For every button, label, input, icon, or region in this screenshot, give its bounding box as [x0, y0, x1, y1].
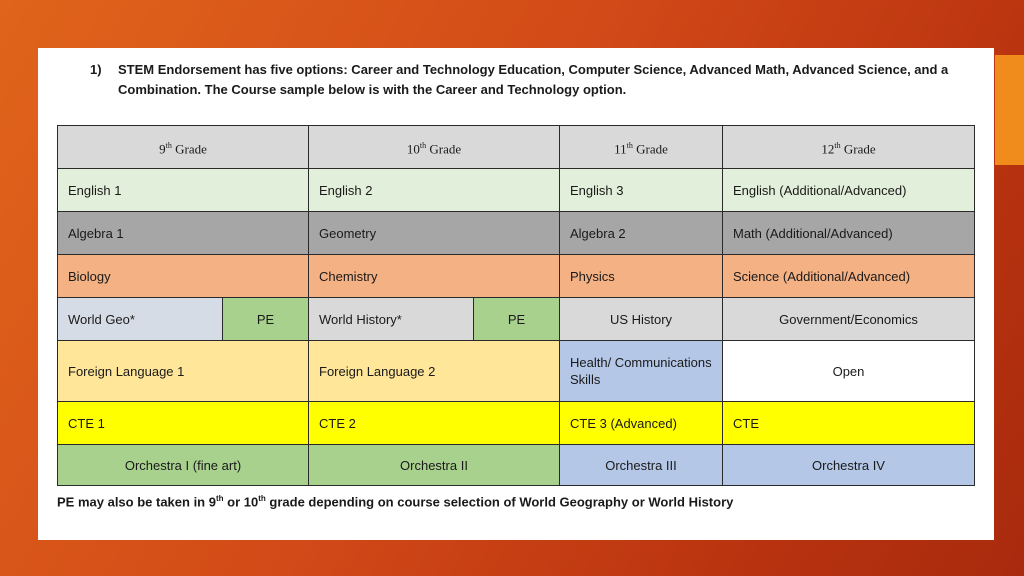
table-cell: CTE 3 (Advanced) — [560, 402, 723, 445]
social-studies-row — [58, 298, 975, 341]
intro-text: STEM Endorsement has five options: Career and Technology Education, Computer Science, Advanced Math, Advanced Science, and a Combination. The Course sample below is with the Career and Technology option. — [118, 62, 949, 97]
table-cell: Algebra 2 — [560, 212, 723, 255]
table-cell: World Geo* — [58, 298, 223, 341]
table-cell: English 1 — [58, 169, 309, 212]
table-cell: Biology — [58, 255, 309, 298]
slide-accent-bar — [995, 55, 1024, 165]
table-cell: English (Additional/Advanced) — [723, 169, 975, 212]
table-cell: Geometry — [309, 212, 560, 255]
cte-row — [58, 402, 975, 445]
table-cell: PE — [223, 298, 309, 341]
table-cell: US History — [560, 298, 723, 341]
table-cell: Health/ Communications Skills — [560, 341, 723, 402]
math-row — [58, 212, 975, 255]
table-cell: CTE 2 — [309, 402, 560, 445]
table-cell: Chemistry — [309, 255, 560, 298]
table-cell: Physics — [560, 255, 723, 298]
table-cell: CTE 1 — [58, 402, 309, 445]
table-cell: Foreign Language 2 — [309, 341, 560, 402]
intro-number: 1) — [90, 62, 102, 77]
table-cell: Foreign Language 1 — [58, 341, 309, 402]
table-cell: Math (Additional/Advanced) — [723, 212, 975, 255]
science-row — [58, 255, 975, 298]
orchestra-row — [58, 445, 975, 486]
header-row — [58, 126, 975, 169]
header-11th-grade: 11th Grade — [560, 126, 723, 169]
table-cell: World History* — [309, 298, 474, 341]
document-page — [38, 48, 994, 540]
table-cell: English 2 — [309, 169, 560, 212]
language-row — [58, 341, 975, 402]
table-cell: CTE — [723, 402, 975, 445]
pe-footnote: PE may also be taken in 9th or 10th grade depending on course selection of World Geography or World History — [57, 494, 734, 510]
header-10th-grade: 10th Grade — [309, 126, 560, 169]
english-row — [58, 169, 975, 212]
table-cell: Orchestra II — [309, 445, 560, 486]
table-cell: Science (Additional/Advanced) — [723, 255, 975, 298]
table-cell: Orchestra I (fine art) — [58, 445, 309, 486]
table-cell: Open — [723, 341, 975, 402]
table-cell: English 3 — [560, 169, 723, 212]
table-cell: Government/Economics — [723, 298, 975, 341]
header-9th-grade: 9th Grade — [58, 126, 309, 169]
course-table — [57, 125, 975, 486]
table-cell: Algebra 1 — [58, 212, 309, 255]
table-cell: PE — [474, 298, 560, 341]
table-cell: Orchestra III — [560, 445, 723, 486]
header-12th-grade: 12th Grade — [723, 126, 975, 169]
table-cell: Orchestra IV — [723, 445, 975, 486]
